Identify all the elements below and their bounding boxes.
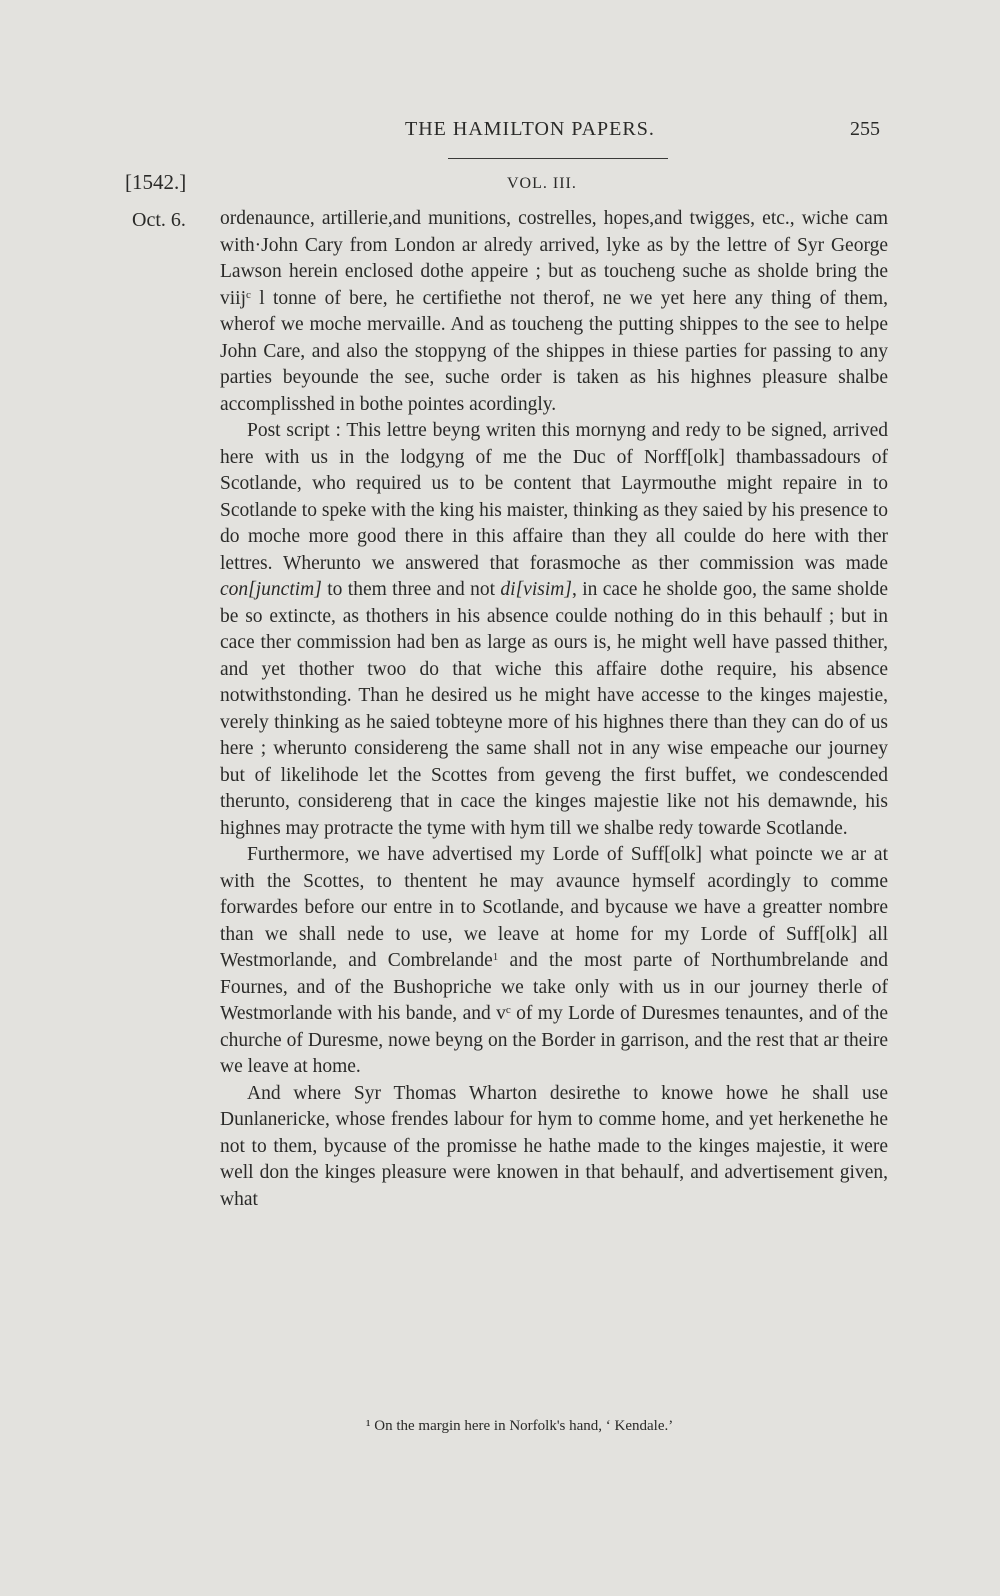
header-rule bbox=[448, 158, 668, 159]
footnote: ¹ On the margin here in Norfolk's hand, ‘ Kendale.’ bbox=[366, 1418, 674, 1434]
text-run: of my Lorde of Duresmes tenauntes, and of the churche of Duresme, nowe beyng on the Border in garrison, and the rest that ar theire we leave at home. bbox=[220, 1003, 888, 1077]
text-run: ordenaunce, artillerie,and munitions, costrelles, hopes,and twigges, etc., wiche cam with·John Cary from London ar alredy arrived, lyke as by the lettre of Syr George Lawson herein enclosed dothe appeire ; but as toucheng suche as sholde bring the viij bbox=[220, 208, 888, 309]
paragraph-p2 bbox=[220, 418, 888, 842]
text-run: l tonne of bere, he certifiethe not therof, ne we yet here any thing of them, wherof we moche mervaille. And as toucheng the putting shippes to the see to helpe John Care, and also the stoppyng of the shippes in thiese parties for passing to any parties beyounde the see, suche order is taken as his highnes pleasure shalbe accomplisshed in bothe pointes acordingly. bbox=[220, 287, 888, 415]
text-run: Post script : This lettre beyng writen this mornyng and redy to be signed, arrived here with us in the lodgyng of me the Duc of Norff[olk] thambassadours of Scotlande, who required us to be content that Layrmouthe might repaire in to Scotlande to speke with the king his maister, thinking as they saied by his presence to do moche more good there in this affaire than they all coulde do here with ther lettres. Wherunto we answered that forasmoche as ther commission was made bbox=[220, 420, 888, 574]
italic-text: con[junctim] bbox=[220, 579, 322, 600]
page-number: 255 bbox=[850, 118, 880, 140]
italic-text: di[visim] bbox=[500, 579, 572, 600]
margin-date: Oct. 6. bbox=[132, 209, 186, 231]
paragraph-p4 bbox=[220, 1081, 888, 1214]
text-run: Furthermore, we have advertised my Lorde of Suff[olk] what poincte we ar at with the Scottes, to thentent he may avaunce hymself acordingly to comme forwardes before our entre in to Scotlande, and bycause we have a greatter nombre than we shall nede to use, we leave at home for my Lorde of Suff[olk] all Westmorlande, and Combrelande bbox=[220, 844, 888, 971]
running-title: THE HAMILTON PAPERS. bbox=[405, 118, 655, 140]
text-run: to them three and not bbox=[321, 579, 501, 600]
paragraph-p1 bbox=[220, 206, 888, 418]
text-run: , in cace he sholde goo, the same sholde be so extincte, as thothers in his absence coulde nothing do in this behaulf ; but in cace ther commission had ben as large as ours is, he might well have passed thither, and yet thother twoo do that wiche this affaire dothe require, his absence notwithstonding. Than he desired us he might have accesse to the kinges majestie, verely thinking as he saied tobteyne more of his highnes there than they can do of us here ; wherunto considereng the same shall not in any wise empeache our journey but of likelihode let the Scottes from geveng the first buffet, we condescended therunto, considereng that in cace the kinges majestie like not his demawnde, his highnes may protracte the tyme with hym till we shalbe redy towarde Scotlande. bbox=[220, 579, 889, 839]
superscript: 1 bbox=[492, 951, 499, 963]
year-label: [1542.] bbox=[125, 170, 187, 194]
volume-label: VOL. III. bbox=[507, 175, 577, 192]
text-run: And where Syr Thomas Wharton desirethe to knowe howe he shall use Dunlanericke, whose frendes labour for hym to comme home, and yet herkenethe he not to them, bycause of the promisse he hathe made to the kinges majestie, it were well don the kinges pleasure were knowen in that behaulf, and advertisement given, what bbox=[220, 1082, 888, 1210]
text-run: and the most parte of Northumbrelande and Fournes, and of the Bushopriche we take only with us in our journey therle of Westmorlande with his bande, and v bbox=[220, 950, 888, 1024]
superscript: c bbox=[246, 288, 251, 301]
running-head bbox=[0, 118, 1000, 148]
superscript: c bbox=[505, 1004, 511, 1016]
body-text bbox=[220, 206, 888, 1213]
paragraph-p3 bbox=[220, 842, 888, 1081]
